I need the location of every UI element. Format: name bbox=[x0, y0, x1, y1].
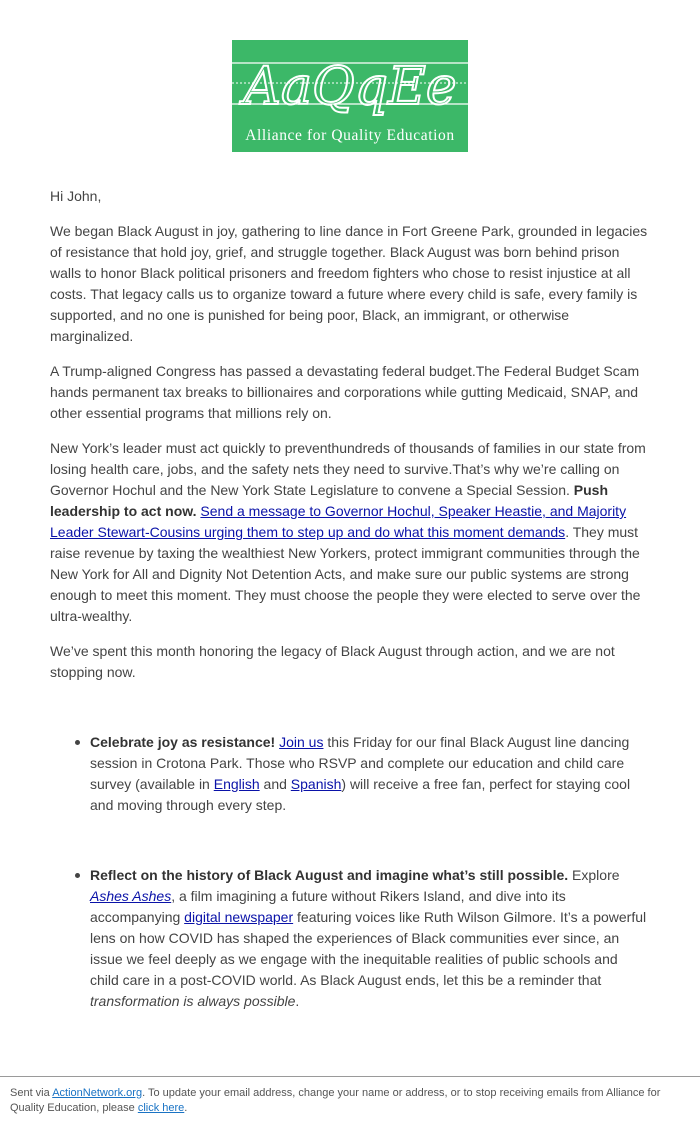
bullet-text-part: featuring voices like Ruth Wilson Gilmore. It’s a powerful lens on how COVID has shaped the experiences of Black communities ever since, an issue we feel deeply as we engage with the inequitable realities of public schools and child care in a post-COVID world. As Black August ends, let this be a reminder that bbox=[90, 909, 647, 988]
bullet-bold: Reflect on the history of Black August and imagine what’s still possible. bbox=[90, 867, 569, 883]
bullet-text-part: ) will receive a free fan, perfect for staying cool and moving through every step. bbox=[90, 776, 631, 813]
footer-text: . bbox=[184, 1102, 188, 1114]
bullet-dot bbox=[75, 873, 80, 878]
footer-text: Sent via bbox=[10, 1087, 53, 1099]
send-message-link[interactable]: Send a message to Governor Hochul, Speaker Heastie, and Majority Leader Stewart-Cousins urging them to step up and do what this moment demands bbox=[50, 503, 627, 540]
spanish-survey-link[interactable]: Spanish bbox=[290, 776, 342, 792]
bullet-text-part: this Friday for our final Black August line dancing session in Crotona Park. Those who RSVP and complete our education and child care survey (available in bbox=[90, 734, 630, 792]
bullet-text-part: , a film imagining a future without Rikers Island, and dive into its accompanying bbox=[90, 888, 566, 925]
greeting: Hi John, bbox=[50, 188, 102, 204]
join-us-link[interactable]: Join us bbox=[279, 734, 324, 750]
logo bbox=[232, 40, 468, 152]
logo-tagline: Alliance for Quality Education bbox=[245, 127, 455, 144]
footer bbox=[10, 1086, 680, 1116]
special-session-text: New York’s leader must act quickly to preventhundreds of thousands of families in our state from losing health care, jobs, and the safety nets they need to survive.That’s why we’re calling on Governor Hochul and the New York State Legislature to convene a Special Session. bbox=[50, 440, 646, 498]
paragraph-black-august: We began Black August in joy, gathering to line dance in Fort Greene Park, grounded in legacies of resistance that hold joy, grief, and struggle together. Black August was born behind prison walls to honor Black political prisoners and freedom fighters who chose to resist injustice at all costs. That legacy calls us to organize toward a future where every child is safe, every family is supported, and no one is punished for being poor, Black, an immigrant, or otherwise marginalized. bbox=[50, 223, 648, 344]
action-network-link[interactable]: ActionNetwork.org bbox=[52, 1087, 143, 1099]
bullet-text-part: Explore bbox=[568, 867, 620, 883]
bullet-bold: Celebrate joy as resistance! bbox=[90, 734, 276, 750]
ashes-ashes-link[interactable]: Ashes Ashes bbox=[90, 888, 172, 904]
bullet-dot bbox=[75, 740, 80, 745]
bullet-text bbox=[90, 865, 650, 1012]
bullet-italic: transformation is always possible bbox=[90, 993, 296, 1009]
logo-banner bbox=[232, 40, 468, 152]
bullet-text-part: . bbox=[295, 993, 300, 1009]
bullet-text bbox=[90, 732, 650, 816]
special-session-bold: Push leadership to act now. bbox=[50, 482, 608, 519]
list-item bbox=[75, 865, 650, 1012]
paragraph-closing: We’ve spent this month honoring the legacy of Black August through action, and we are not stopping now. bbox=[50, 643, 615, 680]
digital-newspaper-link[interactable]: digital newspaper bbox=[184, 909, 294, 925]
list-item bbox=[75, 732, 650, 816]
bullet-text-part: and bbox=[259, 776, 291, 792]
click-here-link[interactable]: click here bbox=[137, 1102, 185, 1114]
email-body bbox=[50, 186, 650, 697]
paragraph-federal-budget: A Trump-aligned Congress has passed a devastating federal budget.The Federal Budget Scam hands permanent tax breaks to billionaires and corporations while gutting Medicaid, SNAP, and other essential programs that millions rely on. bbox=[50, 363, 640, 421]
english-survey-link[interactable]: English bbox=[213, 776, 260, 792]
logo-mark-text: AaQqEe bbox=[243, 57, 457, 117]
footer-text: . To update your email address, change your name or address, or to stop receiving emails from Alliance for Quality Education, please bbox=[10, 1087, 661, 1114]
paragraph-special-session bbox=[50, 438, 650, 627]
special-session-text-end: . They must raise revenue by taxing the wealthiest New Yorkers, protect immigrant communities through the New York for All and Dignity Not Detention Acts, and make sure our public systems are strong enough to meet this moment. They must choose the people they were elected to serve over the ultra-wealthy. bbox=[50, 524, 641, 624]
footer-divider bbox=[0, 1076, 700, 1077]
